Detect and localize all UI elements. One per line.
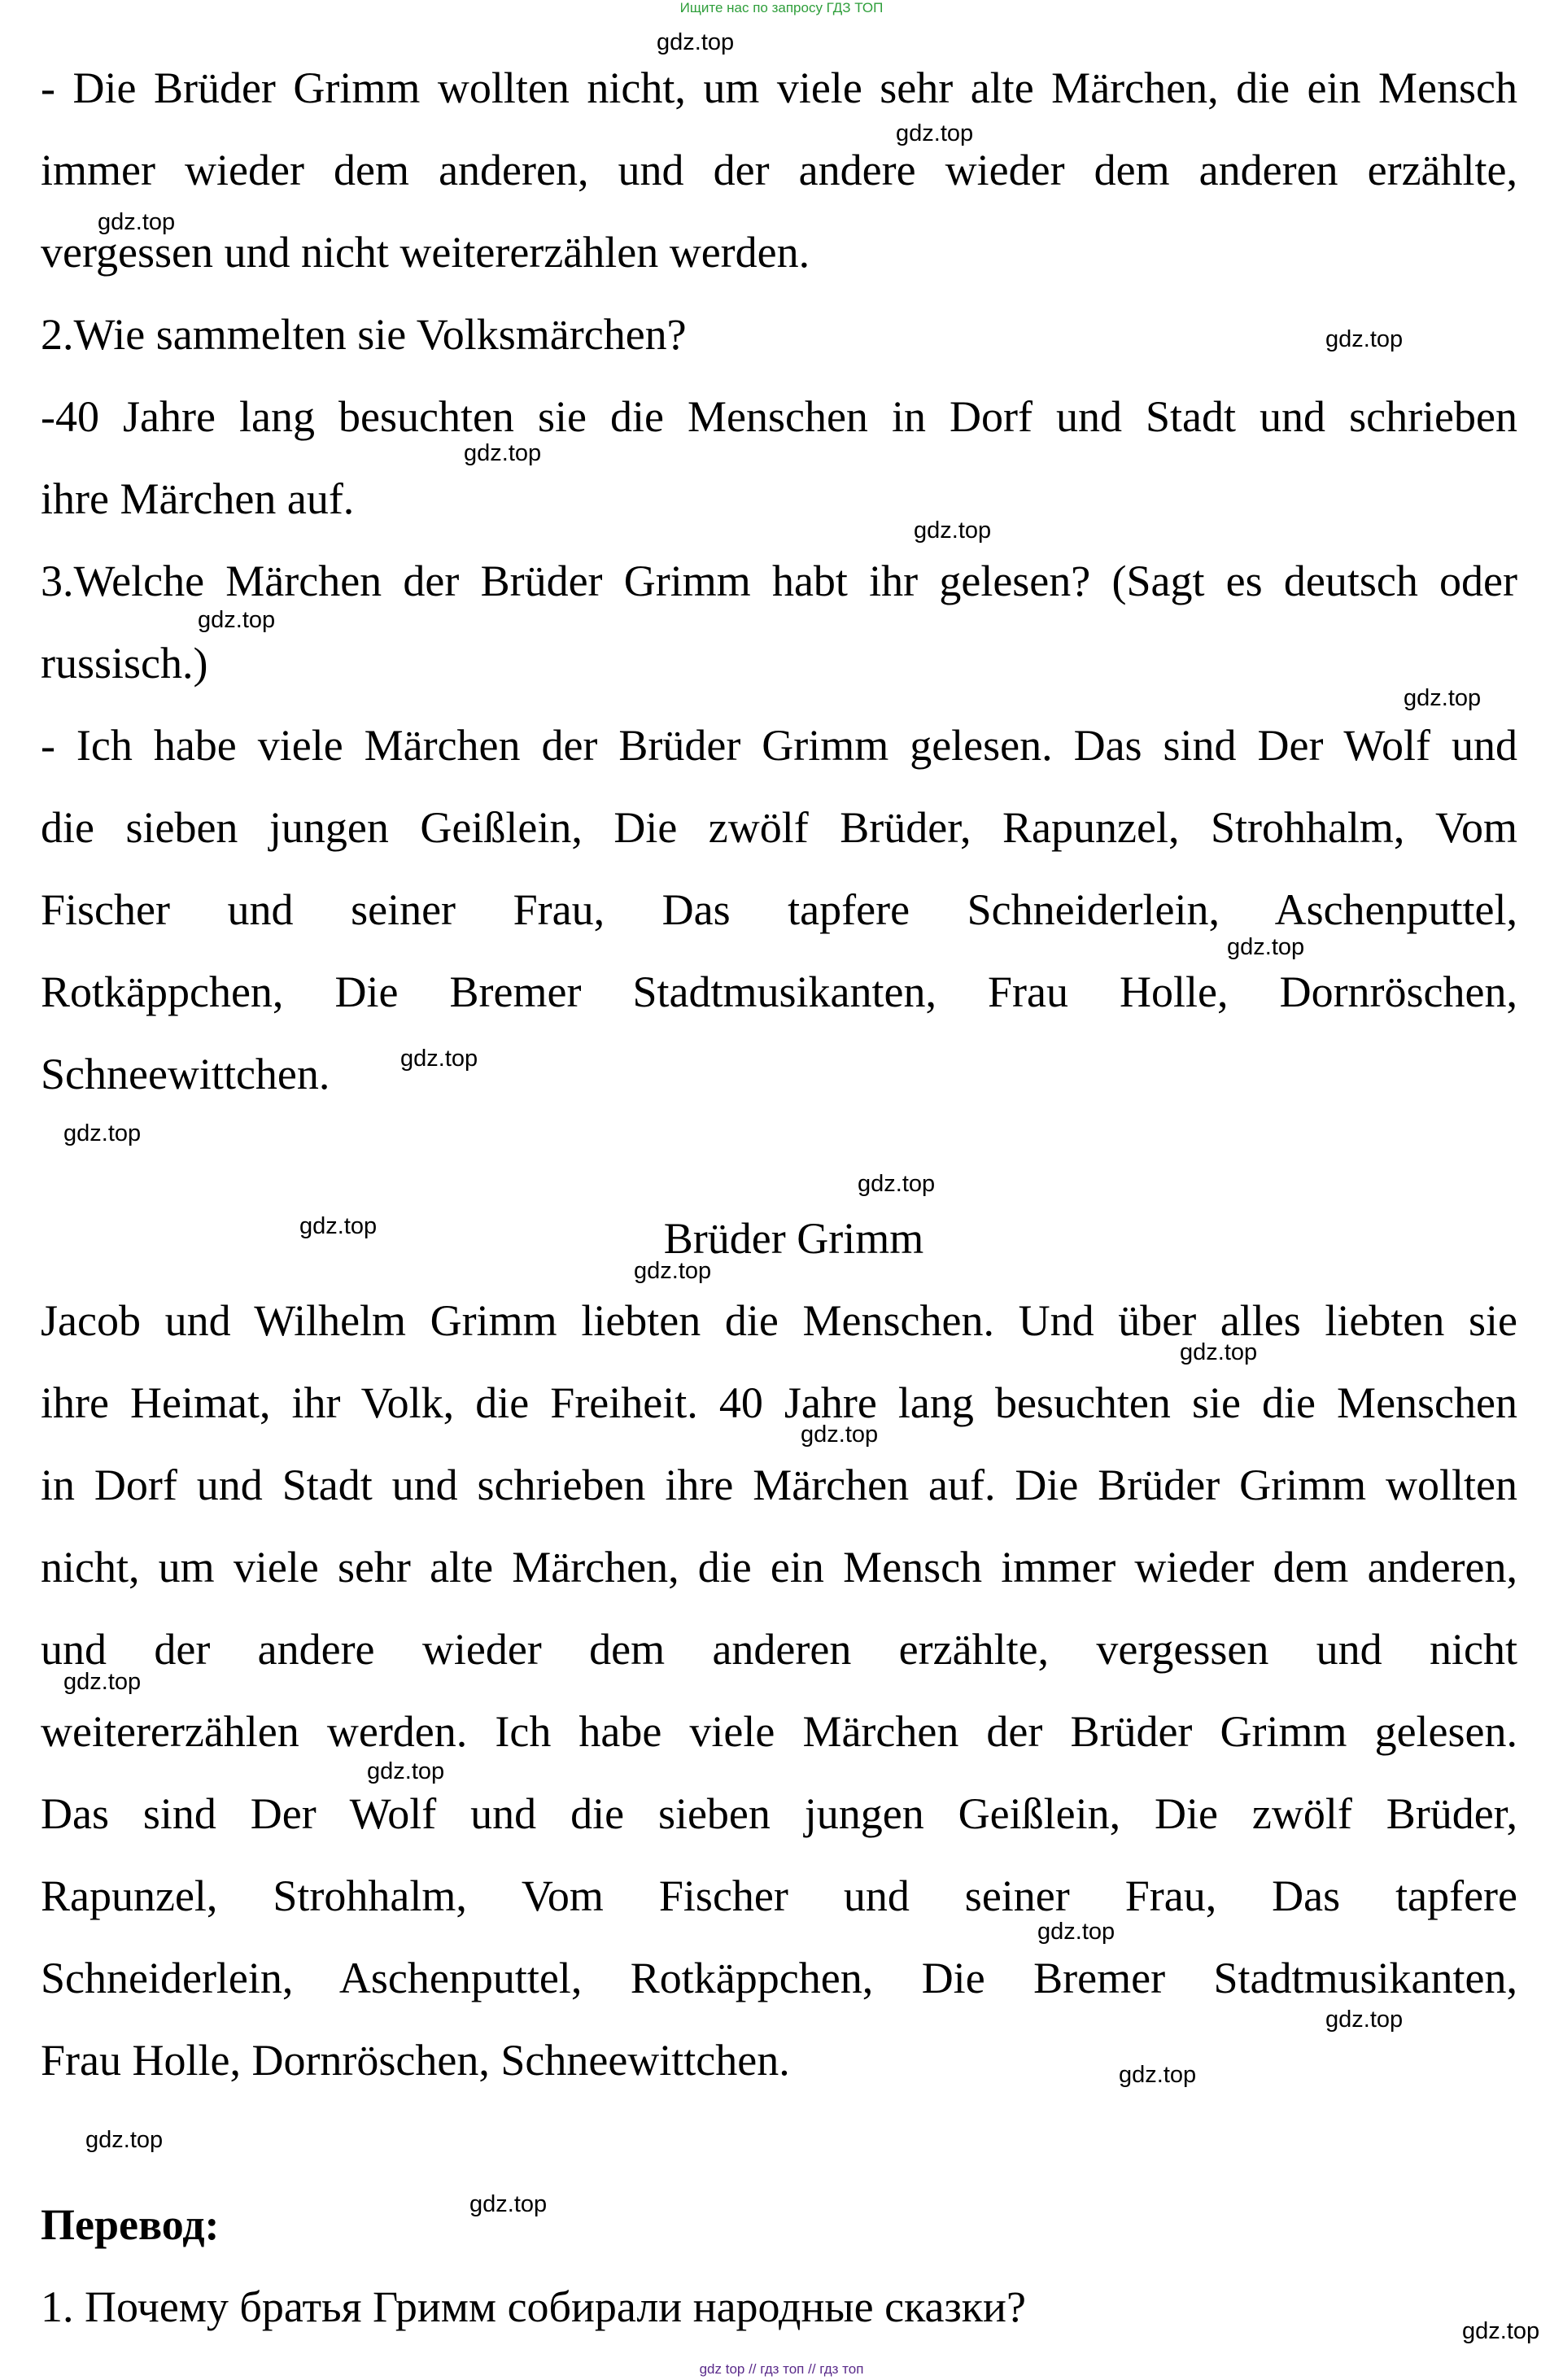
watermark: gdz.top (896, 120, 974, 146)
translation-heading: Перевод: (41, 2200, 220, 2249)
watermark: gdz.top (1180, 1339, 1258, 1365)
watermark: gdz.top (634, 1258, 712, 1284)
watermark: gdz.top (1325, 2007, 1404, 2033)
text-line: Fischer und seiner Frau, Das tapfere Schneiderlein, Aschenputtel, (41, 885, 1517, 934)
story-line: nicht, um viele sehr alte Märchen, die ein Mensch immer wieder dem anderen, (41, 1543, 1517, 1592)
question-line: 3.Welche Märchen der Brüder Grimm habt ihr gelesen? (Sagt es deutsch oder (41, 557, 1517, 605)
watermark: gdz.top (914, 517, 992, 544)
question-line: 2.Wie sammelten sie Volksmärchen? (41, 310, 687, 359)
watermark: gdz.top (63, 1669, 142, 1695)
text-line: Rotkäppchen, Die Bremer Stadtmusikanten, Frau Holle, Dornröschen, (41, 967, 1517, 1016)
translation-line: 1. Почему братья Гримм собирали народные сказки? (41, 2282, 1026, 2331)
story-line: und der andere wieder dem anderen erzählte, vergessen und nicht (41, 1625, 1517, 1674)
story-line: Jacob und Wilhelm Grimm liebten die Menschen. Und über alles liebten sie (41, 1296, 1517, 1345)
watermark: gdz.top (858, 1171, 936, 1197)
watermark: gdz.top (1227, 934, 1305, 960)
text-line: -40 Jahre lang besuchten sie die Menschen in Dorf und Stadt und schrieben (41, 392, 1517, 441)
watermark: gdz.top (198, 607, 276, 633)
story-line: Schneiderlein, Aschenputtel, Rotkäppchen, Die Bremer Stadtmusikanten, (41, 1954, 1517, 2002)
watermark: gdz.top (464, 440, 542, 466)
watermark: gdz.top (1325, 326, 1404, 352)
watermark: gdz.top (400, 1046, 478, 1072)
story-line: ihre Heimat, ihr Volk, die Freiheit. 40 Jahre lang besuchten sie die Menschen (41, 1378, 1517, 1427)
text-line: ihre Märchen auf. (41, 474, 355, 523)
watermark: gdz.top (98, 209, 176, 235)
watermark: gdz.top (1119, 2062, 1197, 2088)
story-line: Das sind Der Wolf und die sieben jungen Geißlein, Die zwölf Brüder, (41, 1789, 1517, 1838)
watermark: gdz.top (85, 2127, 164, 2153)
story-line: Frau Holle, Dornröschen, Schneewittchen. (41, 2036, 790, 2085)
watermark: gdz.top (1404, 685, 1482, 711)
story-line: in Dorf und Stadt und schrieben ihre Märchen auf. Die Brüder Grimm wollten (41, 1461, 1517, 1509)
watermark: gdz.top (299, 1213, 378, 1239)
watermark: gdz.top (1462, 2318, 1540, 2344)
story-title: Brüder Grimm (663, 1214, 924, 1263)
watermark: gdz.top (801, 1421, 879, 1448)
text-line: russisch.) (41, 639, 208, 688)
story-line: weitererzählen werden. Ich habe viele Märchen der Brüder Grimm gelesen. (41, 1707, 1517, 1756)
footer-note: gdz top // гдз топ // гдз топ (699, 2361, 864, 2377)
text-line: - Ich habe viele Märchen der Brüder Grimm gelesen. Das sind Der Wolf und (41, 721, 1517, 770)
text-line: - Die Brüder Grimm wollten nicht, um viele sehr alte Märchen, die ein Mensch (41, 63, 1517, 112)
watermark: gdz.top (657, 29, 735, 55)
watermark: gdz.top (63, 1120, 142, 1146)
text-line: Schneewittchen. (41, 1050, 330, 1098)
text-line: vergessen und nicht weitererzählen werden. (41, 228, 810, 277)
watermark: gdz.top (469, 2191, 548, 2217)
text-line: die sieben jungen Geißlein, Die zwölf Brüder, Rapunzel, Strohhalm, Vom (41, 803, 1517, 852)
header-note: Ищите нас по запросу ГДЗ ТОП (679, 0, 884, 15)
watermark: gdz.top (1037, 1919, 1115, 1945)
story-line: Rapunzel, Strohhalm, Vom Fischer und seiner Frau, Das tapfere (41, 1871, 1517, 1920)
watermark: gdz.top (367, 1758, 445, 1784)
text-line: immer wieder dem anderen, und der andere wieder dem anderen erzählte, (41, 146, 1517, 194)
